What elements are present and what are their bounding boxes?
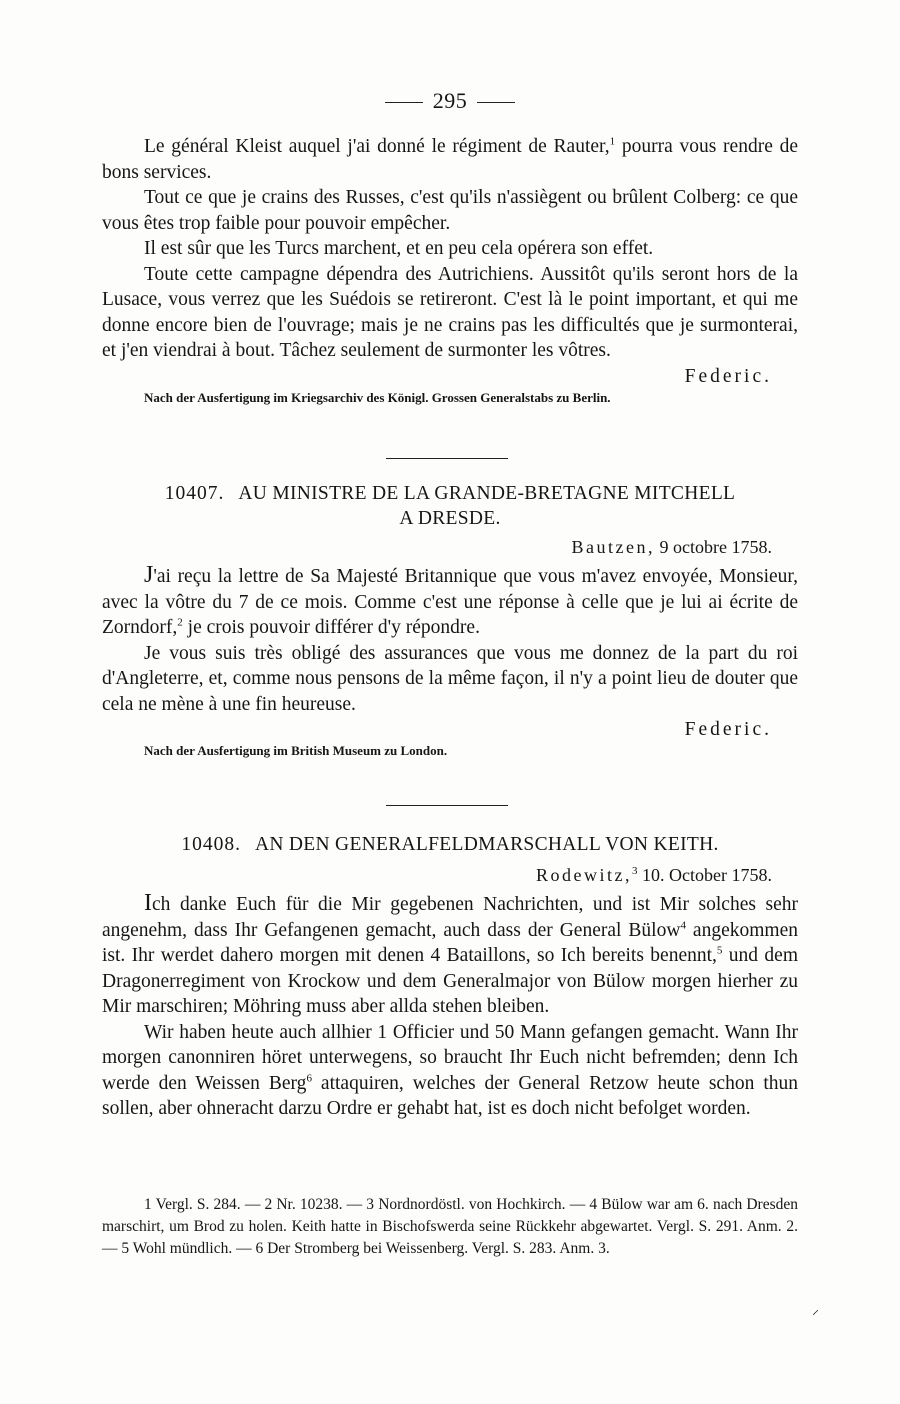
letter-2-dateline <box>102 535 798 559</box>
footnote-ref: 6 <box>306 1072 312 1084</box>
header-dash-right <box>477 102 515 103</box>
footnotes <box>102 1194 798 1260</box>
letter-2-date: 9 octobre 1758. <box>655 537 772 557</box>
letter-3-place: Rodewitz, <box>536 865 633 885</box>
letter-3-number: 10408. <box>181 834 241 855</box>
letter-3-dateline <box>102 863 798 887</box>
drop-initial: J <box>144 562 154 588</box>
text: pourra vous rendre de bons services. <box>102 136 798 183</box>
letter-3 <box>102 832 798 1122</box>
letter-1-source-note: Nach der Ausfertigung im Kriegsarchiv des Königl. Grossen Generalstabs zu Berlin. <box>144 389 611 405</box>
text: angekommen ist. Ihr werdet dahero morgen mit denen 4 Bataillons, so Ich bereits benennt, <box>102 919 798 966</box>
printer-mark: ⸝ <box>812 1303 819 1318</box>
text: Le général Kleist auquel j'ai donné le régiment de Rauter, <box>144 136 610 157</box>
letter-2-title-line-1: AU MINISTRE DE LA GRANDE-BRETAGNE MITCHELL <box>238 483 736 504</box>
text: 'ai reçu la lettre de Sa Majesté Britannique que vous m'avez envoyée, Monsieur, avec la vôtre du 7 de ce mois. Comme c'est une réponse à celle que je lui ai écrite de Zorndorf, <box>102 566 798 638</box>
letter-2-place: Bautzen, <box>571 537 656 557</box>
letter-1-paragraph-3: Il est sûr que les Turcs marchent, et en peu cela opérera son effet. <box>144 238 654 259</box>
letter-1-paragraph-2: Tout ce que je crains des Russes, c'est qu'ils n'assiègent ou brûlent Colberg: ce que vous êtes trop faible pour pouvoir empêcher. <box>102 187 798 234</box>
letter-3-title-text: AN DEN GENERALFELDMARSCHALL VON KEITH. <box>254 834 719 855</box>
letter-1 <box>102 134 798 407</box>
drop-initial: I <box>144 890 152 916</box>
letter-2-source-note: Nach der Ausfertigung im British Museum zu London. <box>144 743 448 758</box>
section-divider <box>386 458 508 459</box>
footnote-ref: 3 <box>632 865 638 877</box>
letter-2 <box>102 481 798 760</box>
header-dash-left <box>385 102 423 103</box>
footnote-ref: 2 <box>177 616 183 629</box>
page-header <box>0 88 900 114</box>
text: ch danke Euch für die Mir gegebenen Nachrichten, und ist Mir solches sehr angenehm, dass Ihr Gefangenen gemacht, auch dass der General Bülow <box>102 894 798 941</box>
letter-2-title <box>102 481 798 531</box>
footnote-ref: 1 <box>609 135 616 148</box>
letter-3-title <box>102 832 798 857</box>
letter-1-paragraph-1 <box>102 134 798 185</box>
letter-1-signature: Federic. <box>684 365 772 387</box>
text: Wir haben heute auch allhier 1 Officier und 50 Mann gefangen gemacht. Wann Ihr morgen canonniren höret unterwegens, so braucht Ihr Euch nicht befremden; denn Ich werde den Weissen Berg <box>102 1021 798 1094</box>
letter-2-paragraph-1 <box>102 563 798 641</box>
footnote-ref: 5 <box>716 944 723 957</box>
text: je crois pouvoir différer d'y répondre. <box>182 617 480 638</box>
text: und dem Dragonerregiment von Krockow und dem Generalmajor von Bülow morgen hierher zu Mir marschiren; Möhring muss aber allda stehen bleiben. <box>102 945 798 1017</box>
footnote-text: 1 Vergl. S. 284. — 2 Nr. 10238. — 3 Nordnordöstl. von Hochkirch. — 4 Bülow war am 6. nach Dresden marschirt, um Brod zu holen. Keith hatte in Bischofswerda seine Rückkehr abgewartet. Vergl. S. 291. Anm. 2. — 5 Wohl mündlich. — 6 Der Stromberg bei Weissenberg. Vergl. S. 283. Anm. 3. <box>102 1196 798 1257</box>
letter-2-paragraph-2: Je vous suis très obligé des assurances que vous me donnez de la part du roi d'Angleterre, et, comme nous pensons de la même façon, il n'y a point lieu de douter que cela ne mène à une fin heureuse. <box>102 642 798 715</box>
letter-3-paragraph-2 <box>102 1020 798 1122</box>
letter-2-title-line-2: A DRESDE. <box>399 508 501 529</box>
letter-3-paragraph-1 <box>102 891 798 1020</box>
letter-2-number: 10407. <box>164 483 225 504</box>
letter-3-date: 10. October 1758. <box>637 865 772 885</box>
letter-1-paragraph-4: Toute cette campagne dépendra des Autrichiens. Aussitôt qu'ils seront hors de la Lusace, vous verrez que les Suédois se retireront. C'est là le point important, et qui me donne encore bien de l'ouvrage; mais je ne crains pas les difficultés que je surmonterai, et j'en viendrai à bout. Tâchez seulement de surmonter les vôtres. <box>102 263 798 361</box>
letter-2-signature: Federic. <box>684 719 772 740</box>
text: attaquiren, welches der General Retzow heute schon thun sollen, aber ohneracht darzu Ordre er gehabt hat, ist es doch nicht befolget worden. <box>102 1072 798 1119</box>
page-number: 295 <box>432 88 468 113</box>
section-divider <box>386 805 508 806</box>
footnote-ref: 4 <box>680 919 686 931</box>
